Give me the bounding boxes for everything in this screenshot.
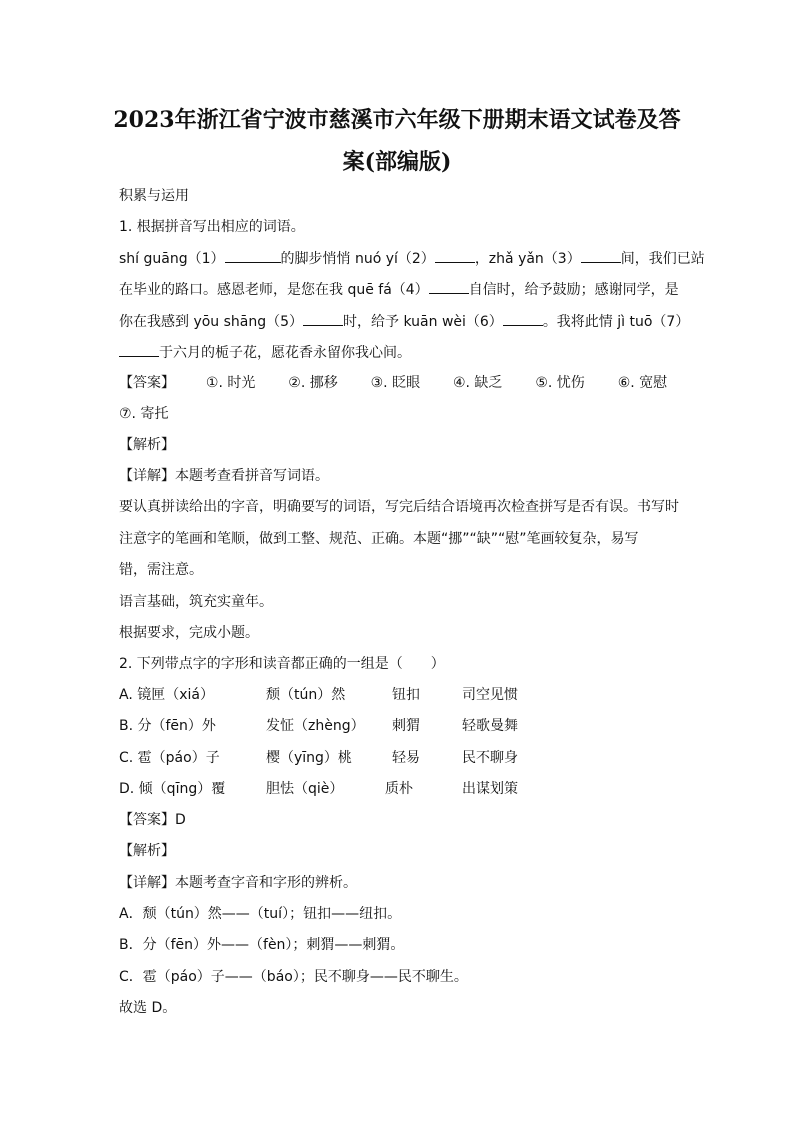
q1-text: 你在我感到 yōu shāng（5） — [119, 314, 304, 330]
blank-1 — [225, 248, 281, 263]
intro-text: 根据要求，完成小题。 — [119, 625, 259, 641]
q1-text: 于六月的栀子花，愿花香永留你我心间。 — [159, 345, 411, 361]
question-1-answer — [119, 373, 667, 393]
answer-item: ⑤. 忧伤 — [535, 375, 585, 391]
detail-text: C．雹（páo）子——（báo）；民不聊身——民不聊生。 — [119, 969, 468, 985]
analysis-label: 【解析】 — [119, 843, 175, 859]
blank-3 — [581, 248, 621, 263]
detail-text: 注意字的笔画和笔顺，做到工整、规范、正确。本题“挪”“缺”“慰”笔画较复杂，易写 — [119, 531, 639, 547]
question-2-stem: 2. 下列带点字的字形和读音都正确的一组是（ ） — [119, 656, 445, 672]
question-1-paragraph-line1 — [119, 248, 705, 269]
option-a-col2: 颓（tún）然 — [266, 687, 346, 703]
q1-text: 。我将此情 jì tuō（7） — [542, 314, 690, 330]
question-1-paragraph-line2 — [119, 279, 679, 300]
option-a-col1: A. 镜匣（xiá） — [119, 687, 214, 703]
option-b-col1: B. 分（fēn）外 — [119, 718, 216, 734]
q1-text: 间，我们已站 — [620, 251, 705, 267]
option-b-col2: 发怔（zhèng） — [266, 718, 365, 734]
q1-text: 的脚步悄悄 nuó yí（2） — [280, 251, 435, 267]
q1-text: 时，给予 kuān wèi（6） — [343, 314, 503, 330]
analysis-label: 【解析】 — [119, 437, 175, 453]
option-b-col4: 轻歌曼舞 — [462, 718, 518, 734]
answer-item: ⑥. 宽慰 — [617, 375, 668, 391]
option-c-col4: 民不聊身 — [462, 750, 518, 766]
option-b-col3: 刺猬 — [392, 718, 420, 734]
document-title-line1: 2023年浙江省宁波市慈溪市六年级下册期末语文试卷及答 — [113, 107, 681, 133]
blank-6 — [503, 311, 543, 326]
q1-text: 在毕业的路口。感恩老师，是您在我 quē fá（4） — [119, 282, 429, 298]
blank-4 — [429, 279, 469, 294]
answer-item: ②. 挪移 — [288, 375, 338, 391]
option-c-col2: 樱（yīng）桃 — [266, 750, 352, 766]
question-1-paragraph-line3 — [119, 311, 689, 332]
option-d-col2: 胆怯（qiè） — [266, 781, 344, 797]
question-2-answer: 【答案】D — [119, 812, 186, 828]
q1-text: ，zhǎ yǎn（3） — [474, 251, 581, 267]
option-d-col1: D. 倾（qīng）覆 — [119, 781, 226, 797]
answer-item: ①. 时光 — [205, 375, 256, 391]
detail-text: A．颓（tún）然——（tuí）；钮扣——纽扣。 — [119, 906, 402, 922]
option-c-col1: C. 雹（páo）子 — [119, 750, 220, 766]
q1-text: 自信时，给予鼓励；感谢同学，是 — [468, 282, 679, 298]
answer-item: ⑦. 寄托 — [119, 406, 169, 422]
blank-2 — [435, 248, 475, 263]
section-heading: 积累与运用 — [119, 188, 189, 204]
detail-text: 【详解】本题考查字音和字形的辨析。 — [119, 875, 357, 891]
detail-text: 【详解】本题考查看拼音写词语。 — [119, 468, 329, 484]
conclusion-text: 故选 D。 — [119, 1000, 177, 1016]
answer-item: ④. 缺乏 — [452, 375, 503, 391]
question-1-stem: 1. 根据拼音写出相应的词语。 — [119, 219, 305, 235]
detail-text: 要认真拼读给出的字音，明确要写的词语，写完后结合语境再次检查拼写是否有误。书写时 — [119, 499, 679, 515]
intro-text: 语言基础，筑充实童年。 — [119, 594, 273, 610]
document-title-line2: 案(部编版) — [342, 149, 452, 175]
option-a-col3: 钮扣 — [392, 687, 420, 703]
answer-label: 【答案】 — [119, 375, 175, 391]
option-c-col3: 轻易 — [392, 750, 420, 766]
q1-text: shí guāng（1） — [119, 251, 225, 267]
option-a-col4: 司空见惯 — [462, 687, 518, 703]
option-d-col3: 质朴 — [385, 781, 413, 797]
option-d-col4: 出谋划策 — [462, 781, 518, 797]
blank-5 — [303, 311, 343, 326]
question-1-paragraph-line4 — [119, 342, 411, 363]
answer-item: ③. 眨眼 — [370, 375, 421, 391]
detail-text: 错，需注意。 — [119, 562, 203, 578]
detail-text: B．分（fēn）外——（fèn）；刺猬——刺猬。 — [119, 937, 405, 953]
blank-7 — [119, 342, 159, 357]
